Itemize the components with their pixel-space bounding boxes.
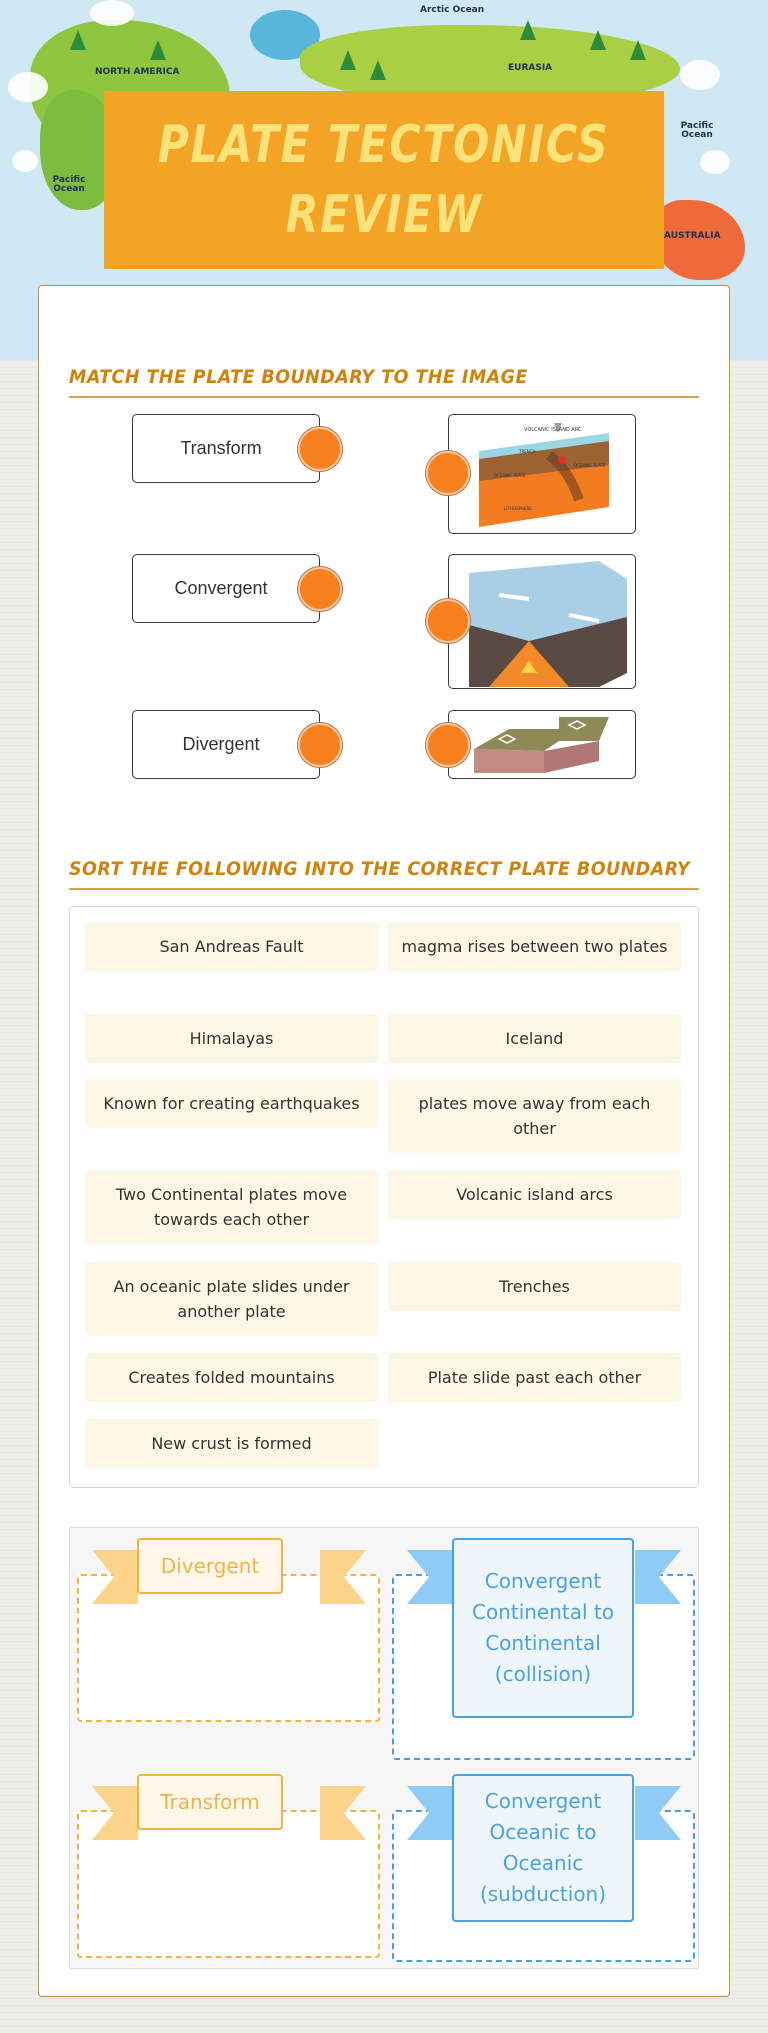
sort-item[interactable]: New crust is formed (85, 1419, 378, 1468)
match-connector-dot[interactable] (298, 567, 342, 611)
sort-item[interactable]: Trenches (388, 1262, 681, 1311)
svg-text:OCEANIC PLATE: OCEANIC PLATE (494, 473, 526, 478)
cloud-icon (680, 60, 720, 90)
transform-fault-diagram-icon (449, 711, 636, 779)
match-label-transform[interactable]: Transform (132, 414, 320, 483)
tree-icon (70, 30, 86, 50)
bucket-label-convergent-continental: Convergent Continental to Continental (collision) (452, 1538, 634, 1718)
ribbon-wing-icon (92, 1786, 138, 1840)
page-title-line2: REVIEW (285, 185, 483, 245)
sort-item[interactable]: An oceanic plate slides under another plate (85, 1262, 378, 1336)
match-connector-dot[interactable] (426, 723, 470, 767)
ribbon-wing-icon (320, 1786, 366, 1840)
match-connector-dot[interactable] (426, 599, 470, 643)
match-connector-dot[interactable] (298, 427, 342, 471)
sort-item[interactable]: Creates folded mountains (85, 1353, 378, 1402)
divergent-ridge-diagram-image[interactable] (448, 554, 636, 689)
page-title-line1: PLATE TECTONICS (158, 115, 610, 175)
map-label-eurasia: EURASIA (508, 63, 553, 73)
tree-icon (370, 60, 386, 80)
tree-icon (150, 40, 166, 60)
svg-text:OCEANIC PLATE: OCEANIC PLATE (574, 463, 606, 468)
match-section-heading: MATCH THE PLATE BOUNDARY TO THE IMAGE (69, 366, 699, 398)
tree-icon (340, 50, 356, 70)
match-label-convergent[interactable]: Convergent (132, 554, 320, 623)
cloud-icon (12, 150, 38, 172)
cloud-icon (8, 72, 48, 102)
sort-item[interactable]: magma rises between two plates (388, 922, 681, 971)
map-label-arctic: Arctic Ocean (420, 5, 485, 15)
tree-icon (520, 20, 536, 40)
svg-text:VOLCANIC ISLAND ARC: VOLCANIC ISLAND ARC (524, 427, 582, 433)
tree-icon (630, 40, 646, 60)
drop-buckets-area (69, 1527, 699, 1969)
content-card (38, 285, 730, 1997)
sort-item[interactable]: Volcanic island arcs (388, 1170, 681, 1219)
sort-item[interactable]: San Andreas Fault (85, 922, 378, 971)
transform-fault-diagram-image[interactable] (448, 710, 636, 779)
cloud-icon (90, 0, 134, 26)
sort-item[interactable]: plates move away from each other (388, 1079, 681, 1153)
sort-item[interactable]: Himalayas (85, 1014, 378, 1063)
map-label-australia: AUSTRALIA (664, 231, 721, 241)
match-connector-dot[interactable] (426, 451, 470, 495)
svg-text:TRENCH: TRENCH (519, 449, 536, 454)
sortable-items-container (69, 906, 699, 1488)
tree-icon (590, 30, 606, 50)
bucket-label-transform: Transform (137, 1774, 283, 1830)
ribbon-wing-icon (635, 1786, 681, 1840)
title-banner (104, 91, 664, 269)
svg-text:LITHOSPHERE: LITHOSPHERE (504, 506, 532, 511)
cloud-icon (700, 150, 730, 174)
ribbon-wing-icon (407, 1786, 453, 1840)
sort-item[interactable]: Plate slide past each other (388, 1353, 681, 1402)
ribbon-wing-icon (320, 1550, 366, 1604)
match-label-divergent[interactable]: Divergent (132, 710, 320, 779)
map-label-pacific-left: Pacific Ocean (52, 175, 86, 195)
ribbon-wing-icon (407, 1550, 453, 1604)
sort-item[interactable]: Iceland (388, 1014, 681, 1063)
sort-item[interactable]: Known for creating earthquakes (85, 1079, 378, 1128)
sort-item[interactable]: Two Continental plates move towards each other (85, 1170, 378, 1244)
ribbon-wing-icon (635, 1550, 681, 1604)
bucket-label-divergent: Divergent (137, 1538, 283, 1594)
bucket-label-convergent-oceanic: Convergent Oceanic to Oceanic (subduction) (452, 1774, 634, 1922)
ribbon-wing-icon (92, 1550, 138, 1604)
divergent-ridge-diagram-icon (449, 555, 636, 689)
map-label-pacific-right: Pacific Ocean (680, 121, 714, 141)
sort-section-heading: SORT THE FOLLOWING INTO THE CORRECT PLATE BOUNDARY (69, 858, 699, 890)
subduction-diagram-image[interactable] (448, 414, 636, 534)
match-connector-dot[interactable] (298, 723, 342, 767)
subduction-diagram-icon (449, 415, 636, 534)
map-label-north-america: NORTH AMERICA (95, 67, 180, 77)
